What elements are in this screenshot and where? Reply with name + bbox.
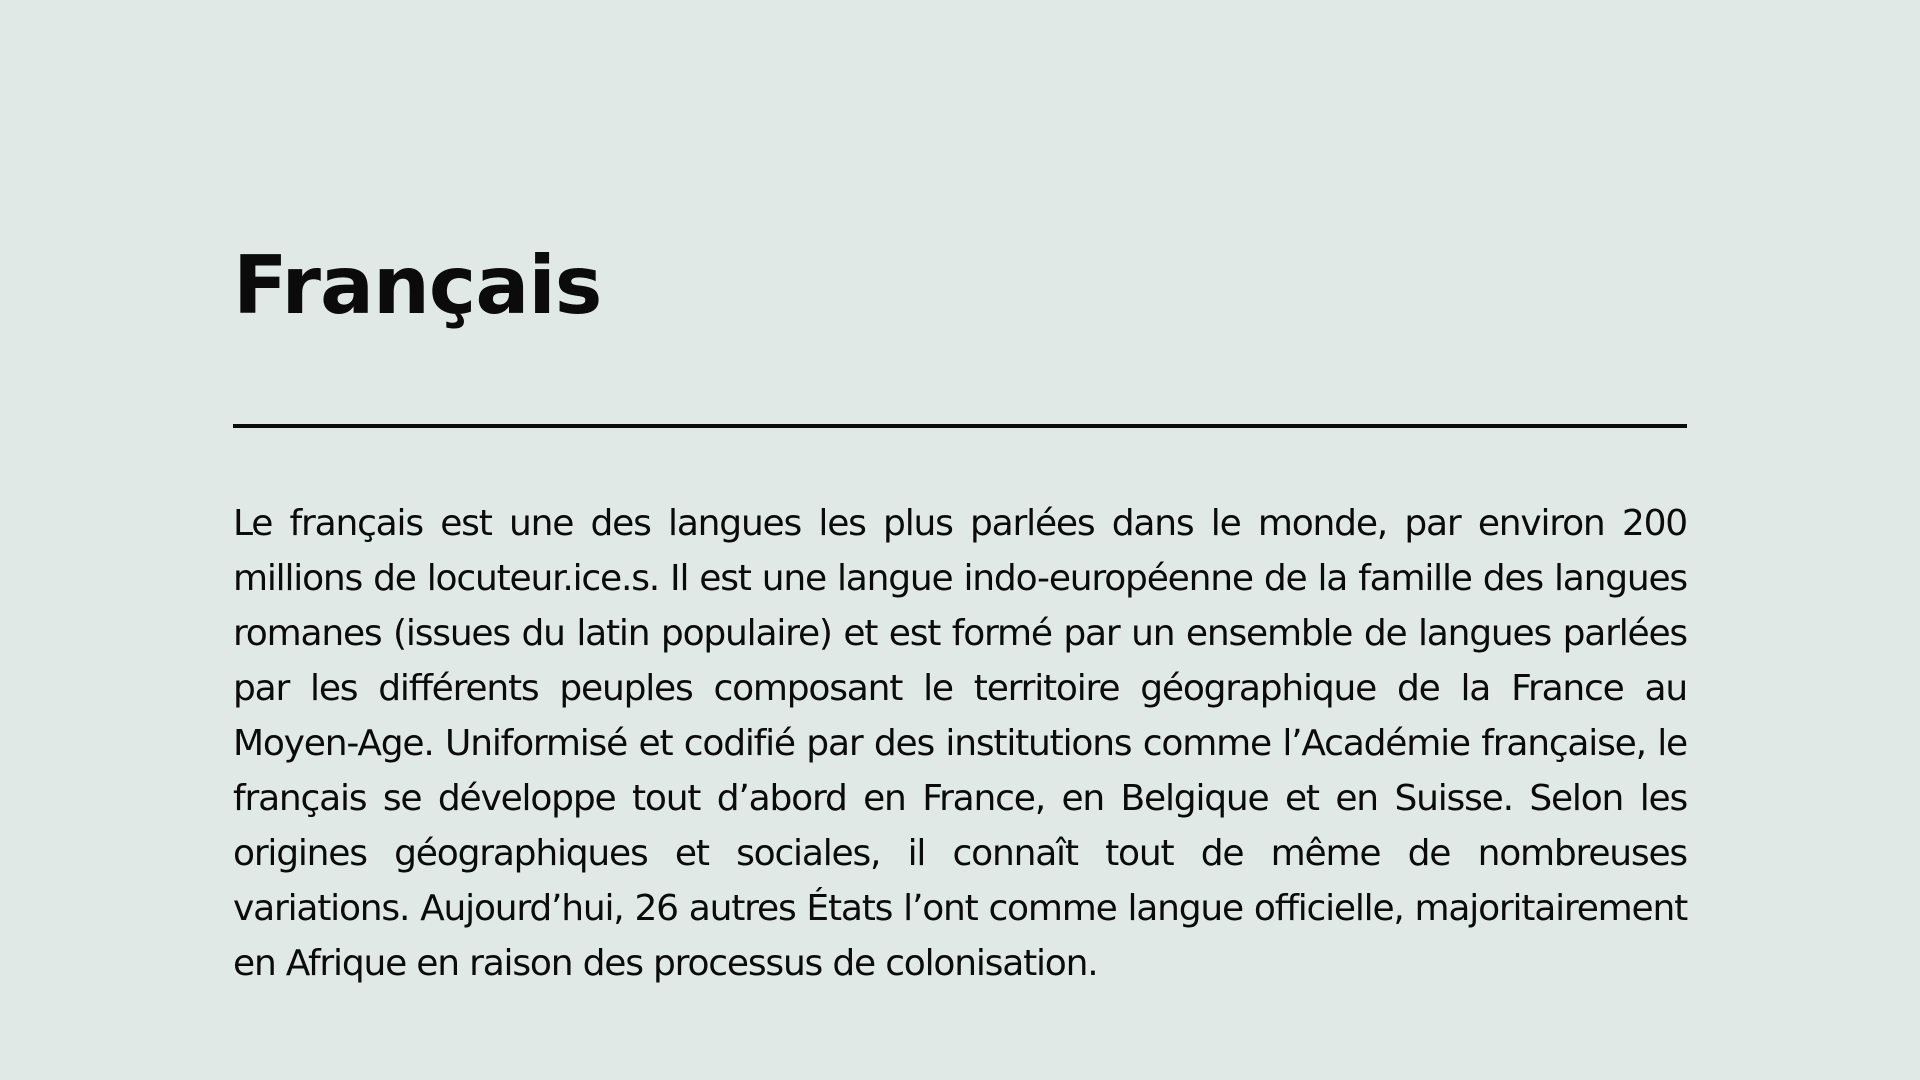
body-paragraph: Le français est une des langues les plus parlées dans le monde, par environ 200 millions de locuteur.ice.s. Il est une langue indo-européenne de la famille des langues romanes (issues du latin populaire) et est formé par un ensemble de langues parlées par les différents peuples composant le territoire géographique de la France au Moyen-Age. Uniformisé et codifié par des institutions comme l’Académie française, le français se développe tout d’abord en France, en Belgique et en Suisse. Selon les origines géographiques et sociales, il connaît tout de même de nombreuses variations. Aujourd’hui, 26 autres États l’ont comme langue officielle, majoritairement en Afrique en raison des processus de colonisation. [233, 503, 1687, 984]
title-divider [233, 424, 1687, 428]
slide [233, 0, 1687, 1080]
slide-title: Français [233, 239, 602, 332]
